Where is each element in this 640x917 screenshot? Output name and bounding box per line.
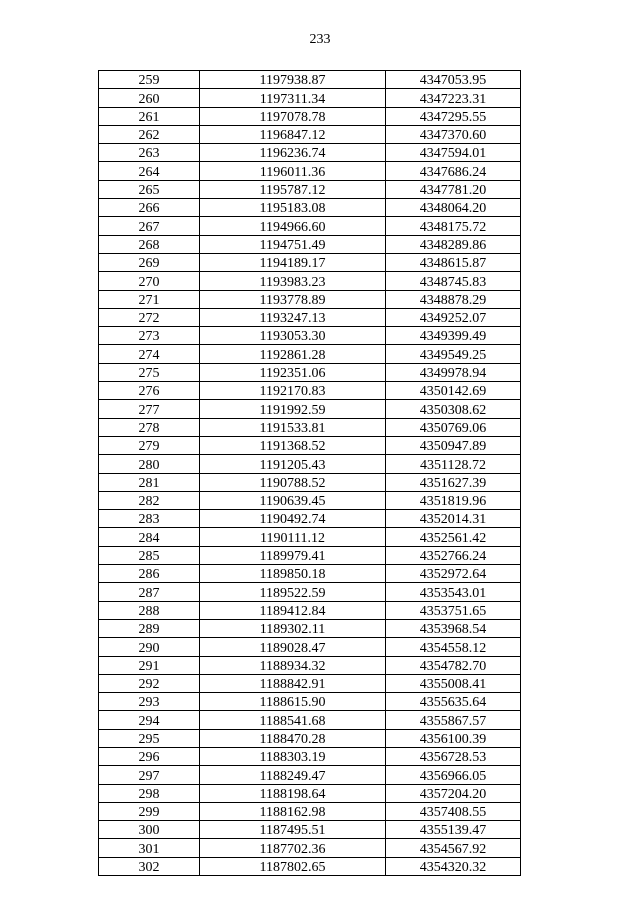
point-number-cell: 275 [99,363,200,381]
x-coordinate-cell: 1197078.78 [200,107,386,125]
table-row [99,546,521,564]
table-row [99,656,521,674]
point-number-cell: 279 [99,436,200,454]
x-coordinate-cell: 1188470.28 [200,729,386,747]
y-coordinate-cell: 4355008.41 [386,674,521,692]
y-coordinate-cell: 4350308.62 [386,400,521,418]
y-coordinate-cell: 4356728.53 [386,747,521,765]
table-row [99,436,521,454]
point-number-cell: 296 [99,747,200,765]
y-coordinate-cell: 4355867.57 [386,711,521,729]
table-row [99,857,521,875]
x-coordinate-cell: 1188541.68 [200,711,386,729]
point-number-cell: 271 [99,290,200,308]
point-number-cell: 278 [99,418,200,436]
table-row [99,839,521,857]
point-number-cell: 288 [99,601,200,619]
table-row [99,729,521,747]
table-row [99,308,521,326]
x-coordinate-cell: 1191205.43 [200,455,386,473]
table-row [99,217,521,235]
table-row [99,473,521,491]
x-coordinate-cell: 1188303.19 [200,747,386,765]
y-coordinate-cell: 4349252.07 [386,308,521,326]
x-coordinate-cell: 1194751.49 [200,235,386,253]
y-coordinate-cell: 4356966.05 [386,766,521,784]
y-coordinate-cell: 4349978.94 [386,363,521,381]
y-coordinate-cell: 4351627.39 [386,473,521,491]
point-number-cell: 266 [99,199,200,217]
point-number-cell: 260 [99,89,200,107]
x-coordinate-cell: 1189412.84 [200,601,386,619]
table-row [99,802,521,820]
table-row [99,199,521,217]
table-row [99,565,521,583]
point-number-cell: 273 [99,327,200,345]
point-number-cell: 264 [99,162,200,180]
x-coordinate-cell: 1193247.13 [200,308,386,326]
table-row [99,766,521,784]
y-coordinate-cell: 4347686.24 [386,162,521,180]
y-coordinate-cell: 4347781.20 [386,180,521,198]
x-coordinate-cell: 1196847.12 [200,125,386,143]
table-row [99,711,521,729]
y-coordinate-cell: 4352014.31 [386,510,521,528]
table-row [99,162,521,180]
point-number-cell: 302 [99,857,200,875]
point-number-cell: 300 [99,821,200,839]
y-coordinate-cell: 4354320.32 [386,857,521,875]
point-number-cell: 292 [99,674,200,692]
x-coordinate-cell: 1189302.11 [200,619,386,637]
table-row [99,638,521,656]
point-number-cell: 285 [99,546,200,564]
point-number-cell: 297 [99,766,200,784]
y-coordinate-cell: 4354558.12 [386,638,521,656]
table-row [99,253,521,271]
table-row [99,125,521,143]
table-row [99,400,521,418]
point-number-cell: 272 [99,308,200,326]
y-coordinate-cell: 4347053.95 [386,71,521,89]
table-row [99,418,521,436]
table-row [99,784,521,802]
y-coordinate-cell: 4353543.01 [386,583,521,601]
y-coordinate-cell: 4352561.42 [386,528,521,546]
coordinates-table [98,70,521,876]
point-number-cell: 283 [99,510,200,528]
point-number-cell: 263 [99,144,200,162]
x-coordinate-cell: 1187702.36 [200,839,386,857]
x-coordinate-cell: 1194189.17 [200,253,386,271]
y-coordinate-cell: 4356100.39 [386,729,521,747]
x-coordinate-cell: 1196236.74 [200,144,386,162]
point-number-cell: 298 [99,784,200,802]
x-coordinate-cell: 1188842.91 [200,674,386,692]
point-number-cell: 280 [99,455,200,473]
x-coordinate-cell: 1192861.28 [200,345,386,363]
y-coordinate-cell: 4352972.64 [386,565,521,583]
table-row [99,693,521,711]
point-number-cell: 276 [99,382,200,400]
x-coordinate-cell: 1189522.59 [200,583,386,601]
x-coordinate-cell: 1190639.45 [200,491,386,509]
y-coordinate-cell: 4357408.55 [386,802,521,820]
x-coordinate-cell: 1194966.60 [200,217,386,235]
point-number-cell: 291 [99,656,200,674]
y-coordinate-cell: 4351128.72 [386,455,521,473]
point-number-cell: 282 [99,491,200,509]
y-coordinate-cell: 4347295.55 [386,107,521,125]
y-coordinate-cell: 4350947.89 [386,436,521,454]
y-coordinate-cell: 4349549.25 [386,345,521,363]
page-number: 233 [309,32,331,47]
point-number-cell: 293 [99,693,200,711]
x-coordinate-cell: 1191368.52 [200,436,386,454]
x-coordinate-cell: 1193983.23 [200,272,386,290]
table-row [99,363,521,381]
y-coordinate-cell: 4348289.86 [386,235,521,253]
point-number-cell: 277 [99,400,200,418]
table-row [99,272,521,290]
point-number-cell: 268 [99,235,200,253]
y-coordinate-cell: 4352766.24 [386,546,521,564]
y-coordinate-cell: 4351819.96 [386,491,521,509]
table-row [99,327,521,345]
table-row [99,510,521,528]
y-coordinate-cell: 4350142.69 [386,382,521,400]
table-row [99,583,521,601]
x-coordinate-cell: 1190788.52 [200,473,386,491]
y-coordinate-cell: 4348064.20 [386,199,521,217]
x-coordinate-cell: 1190111.12 [200,528,386,546]
table-row [99,382,521,400]
x-coordinate-cell: 1190492.74 [200,510,386,528]
y-coordinate-cell: 4348878.29 [386,290,521,308]
y-coordinate-cell: 4353968.54 [386,619,521,637]
y-coordinate-cell: 4355139.47 [386,821,521,839]
y-coordinate-cell: 4347594.01 [386,144,521,162]
table-row [99,71,521,89]
x-coordinate-cell: 1197311.34 [200,89,386,107]
point-number-cell: 294 [99,711,200,729]
point-number-cell: 269 [99,253,200,271]
table-row [99,235,521,253]
y-coordinate-cell: 4349399.49 [386,327,521,345]
y-coordinate-cell: 4355635.64 [386,693,521,711]
x-coordinate-cell: 1189979.41 [200,546,386,564]
y-coordinate-cell: 4348745.83 [386,272,521,290]
x-coordinate-cell: 1197938.87 [200,71,386,89]
x-coordinate-cell: 1188615.90 [200,693,386,711]
table-row [99,821,521,839]
x-coordinate-cell: 1191992.59 [200,400,386,418]
x-coordinate-cell: 1187802.65 [200,857,386,875]
coordinates-table-body [99,71,521,876]
y-coordinate-cell: 4353751.65 [386,601,521,619]
point-number-cell: 261 [99,107,200,125]
y-coordinate-cell: 4354782.70 [386,656,521,674]
x-coordinate-cell: 1188934.32 [200,656,386,674]
x-coordinate-cell: 1188198.64 [200,784,386,802]
x-coordinate-cell: 1189028.47 [200,638,386,656]
point-number-cell: 281 [99,473,200,491]
table-row [99,491,521,509]
point-number-cell: 299 [99,802,200,820]
x-coordinate-cell: 1192351.06 [200,363,386,381]
x-coordinate-cell: 1187495.51 [200,821,386,839]
table-row [99,528,521,546]
x-coordinate-cell: 1188249.47 [200,766,386,784]
point-number-cell: 265 [99,180,200,198]
table-row [99,290,521,308]
table-row [99,107,521,125]
point-number-cell: 287 [99,583,200,601]
x-coordinate-cell: 1195787.12 [200,180,386,198]
table-row [99,345,521,363]
point-number-cell: 284 [99,528,200,546]
y-coordinate-cell: 4354567.92 [386,839,521,857]
point-number-cell: 267 [99,217,200,235]
table-row [99,674,521,692]
point-number-cell: 270 [99,272,200,290]
x-coordinate-cell: 1193778.89 [200,290,386,308]
point-number-cell: 290 [99,638,200,656]
x-coordinate-cell: 1195183.08 [200,199,386,217]
table-row [99,455,521,473]
y-coordinate-cell: 4347223.31 [386,89,521,107]
table-row [99,144,521,162]
point-number-cell: 286 [99,565,200,583]
point-number-cell: 262 [99,125,200,143]
y-coordinate-cell: 4348615.87 [386,253,521,271]
point-number-cell: 289 [99,619,200,637]
point-number-cell: 259 [99,71,200,89]
x-coordinate-cell: 1192170.83 [200,382,386,400]
table-row [99,747,521,765]
y-coordinate-cell: 4347370.60 [386,125,521,143]
x-coordinate-cell: 1191533.81 [200,418,386,436]
table-row [99,180,521,198]
point-number-cell: 295 [99,729,200,747]
x-coordinate-cell: 1196011.36 [200,162,386,180]
x-coordinate-cell: 1189850.18 [200,565,386,583]
table-row [99,619,521,637]
table-row [99,89,521,107]
y-coordinate-cell: 4357204.20 [386,784,521,802]
y-coordinate-cell: 4348175.72 [386,217,521,235]
point-number-cell: 274 [99,345,200,363]
table-row [99,601,521,619]
y-coordinate-cell: 4350769.06 [386,418,521,436]
x-coordinate-cell: 1188162.98 [200,802,386,820]
point-number-cell: 301 [99,839,200,857]
x-coordinate-cell: 1193053.30 [200,327,386,345]
